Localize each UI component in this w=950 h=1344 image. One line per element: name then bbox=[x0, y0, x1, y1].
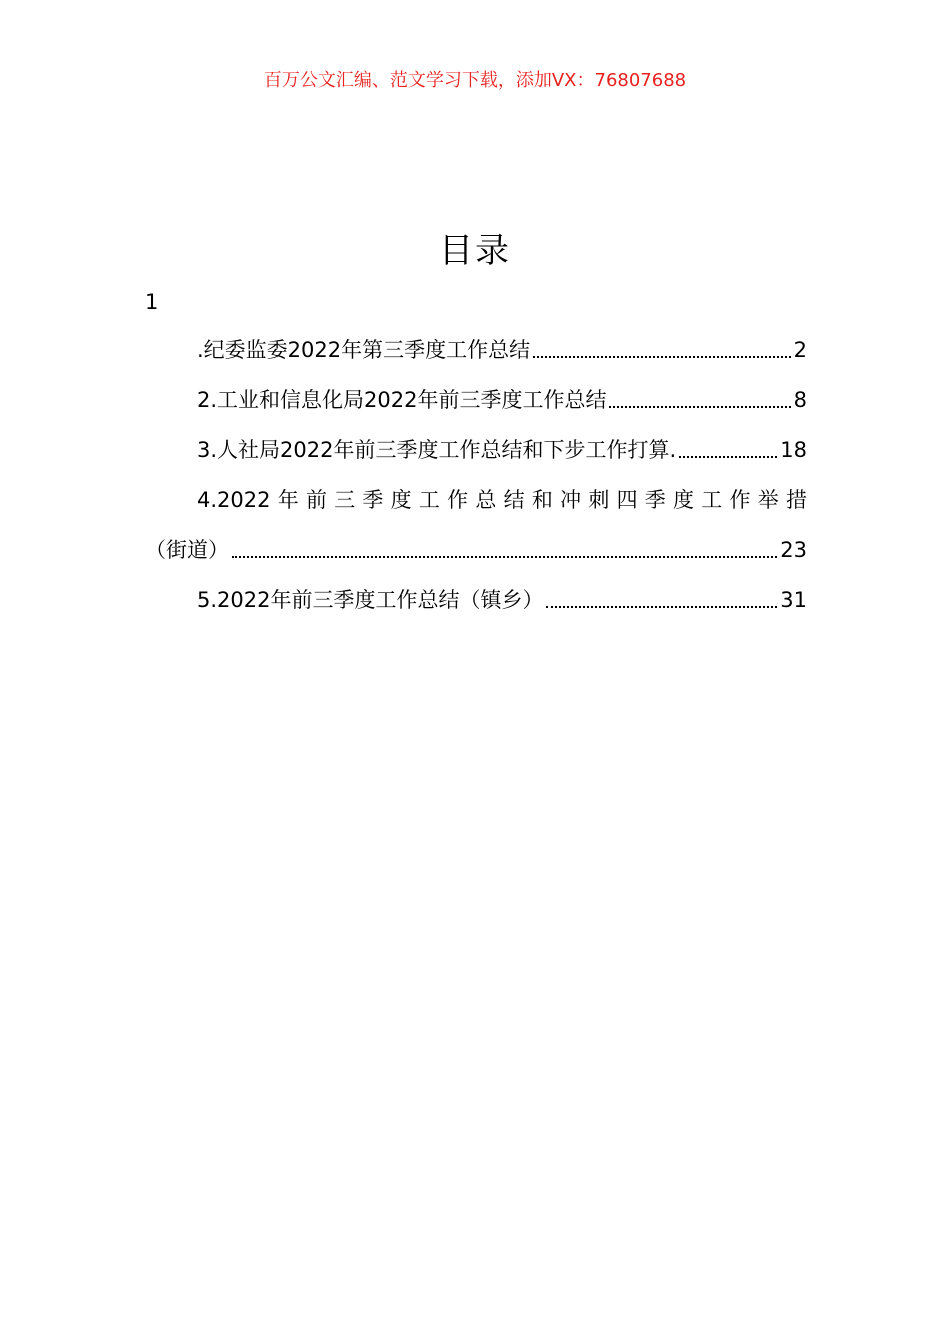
toc-entry-title: .纪委监委2022年第三季度工作总结 bbox=[197, 338, 531, 362]
toc-entry-1[interactable] bbox=[145, 333, 807, 367]
toc-dot-leader bbox=[533, 356, 791, 358]
toc-dot-leader bbox=[609, 406, 790, 408]
toc-entry-4[interactable] bbox=[145, 483, 807, 517]
toc-title: 目录 bbox=[439, 231, 511, 271]
toc-entry-title: 4.2022年前三季度工作总结和冲刺四季度工作举措 bbox=[197, 488, 807, 512]
toc-entry-page: 2 bbox=[793, 338, 807, 362]
toc-entry-title: 2.工业和信息化局2022年前三季度工作总结 bbox=[197, 388, 607, 412]
toc-entry-title: 5.2022年前三季度工作总结（镇乡） bbox=[197, 588, 544, 612]
toc-dot-leader bbox=[679, 456, 777, 458]
toc-entry-page: 23 bbox=[780, 538, 807, 562]
toc-entry-page: 8 bbox=[793, 388, 807, 412]
toc-dot-leader bbox=[232, 556, 777, 558]
toc-entry-2[interactable] bbox=[145, 383, 807, 417]
toc-entry-page: 31 bbox=[780, 588, 807, 612]
toc-entry-page: 18 bbox=[780, 438, 807, 462]
toc-entry-4-continued[interactable] bbox=[145, 533, 807, 567]
toc-orphan-number: 1 bbox=[145, 290, 159, 314]
toc-entry-title: 3.人社局2022年前三季度工作总结和下步工作打算. bbox=[197, 438, 677, 462]
toc-dot-leader bbox=[546, 606, 777, 608]
header-banner: 百万公文汇编、范文学习下载，添加VX：76807688 bbox=[263, 70, 687, 91]
toc-entry-5[interactable] bbox=[145, 583, 807, 617]
toc-entry-3[interactable] bbox=[145, 433, 807, 467]
toc-entry-title-continued: （街道） bbox=[145, 538, 229, 562]
